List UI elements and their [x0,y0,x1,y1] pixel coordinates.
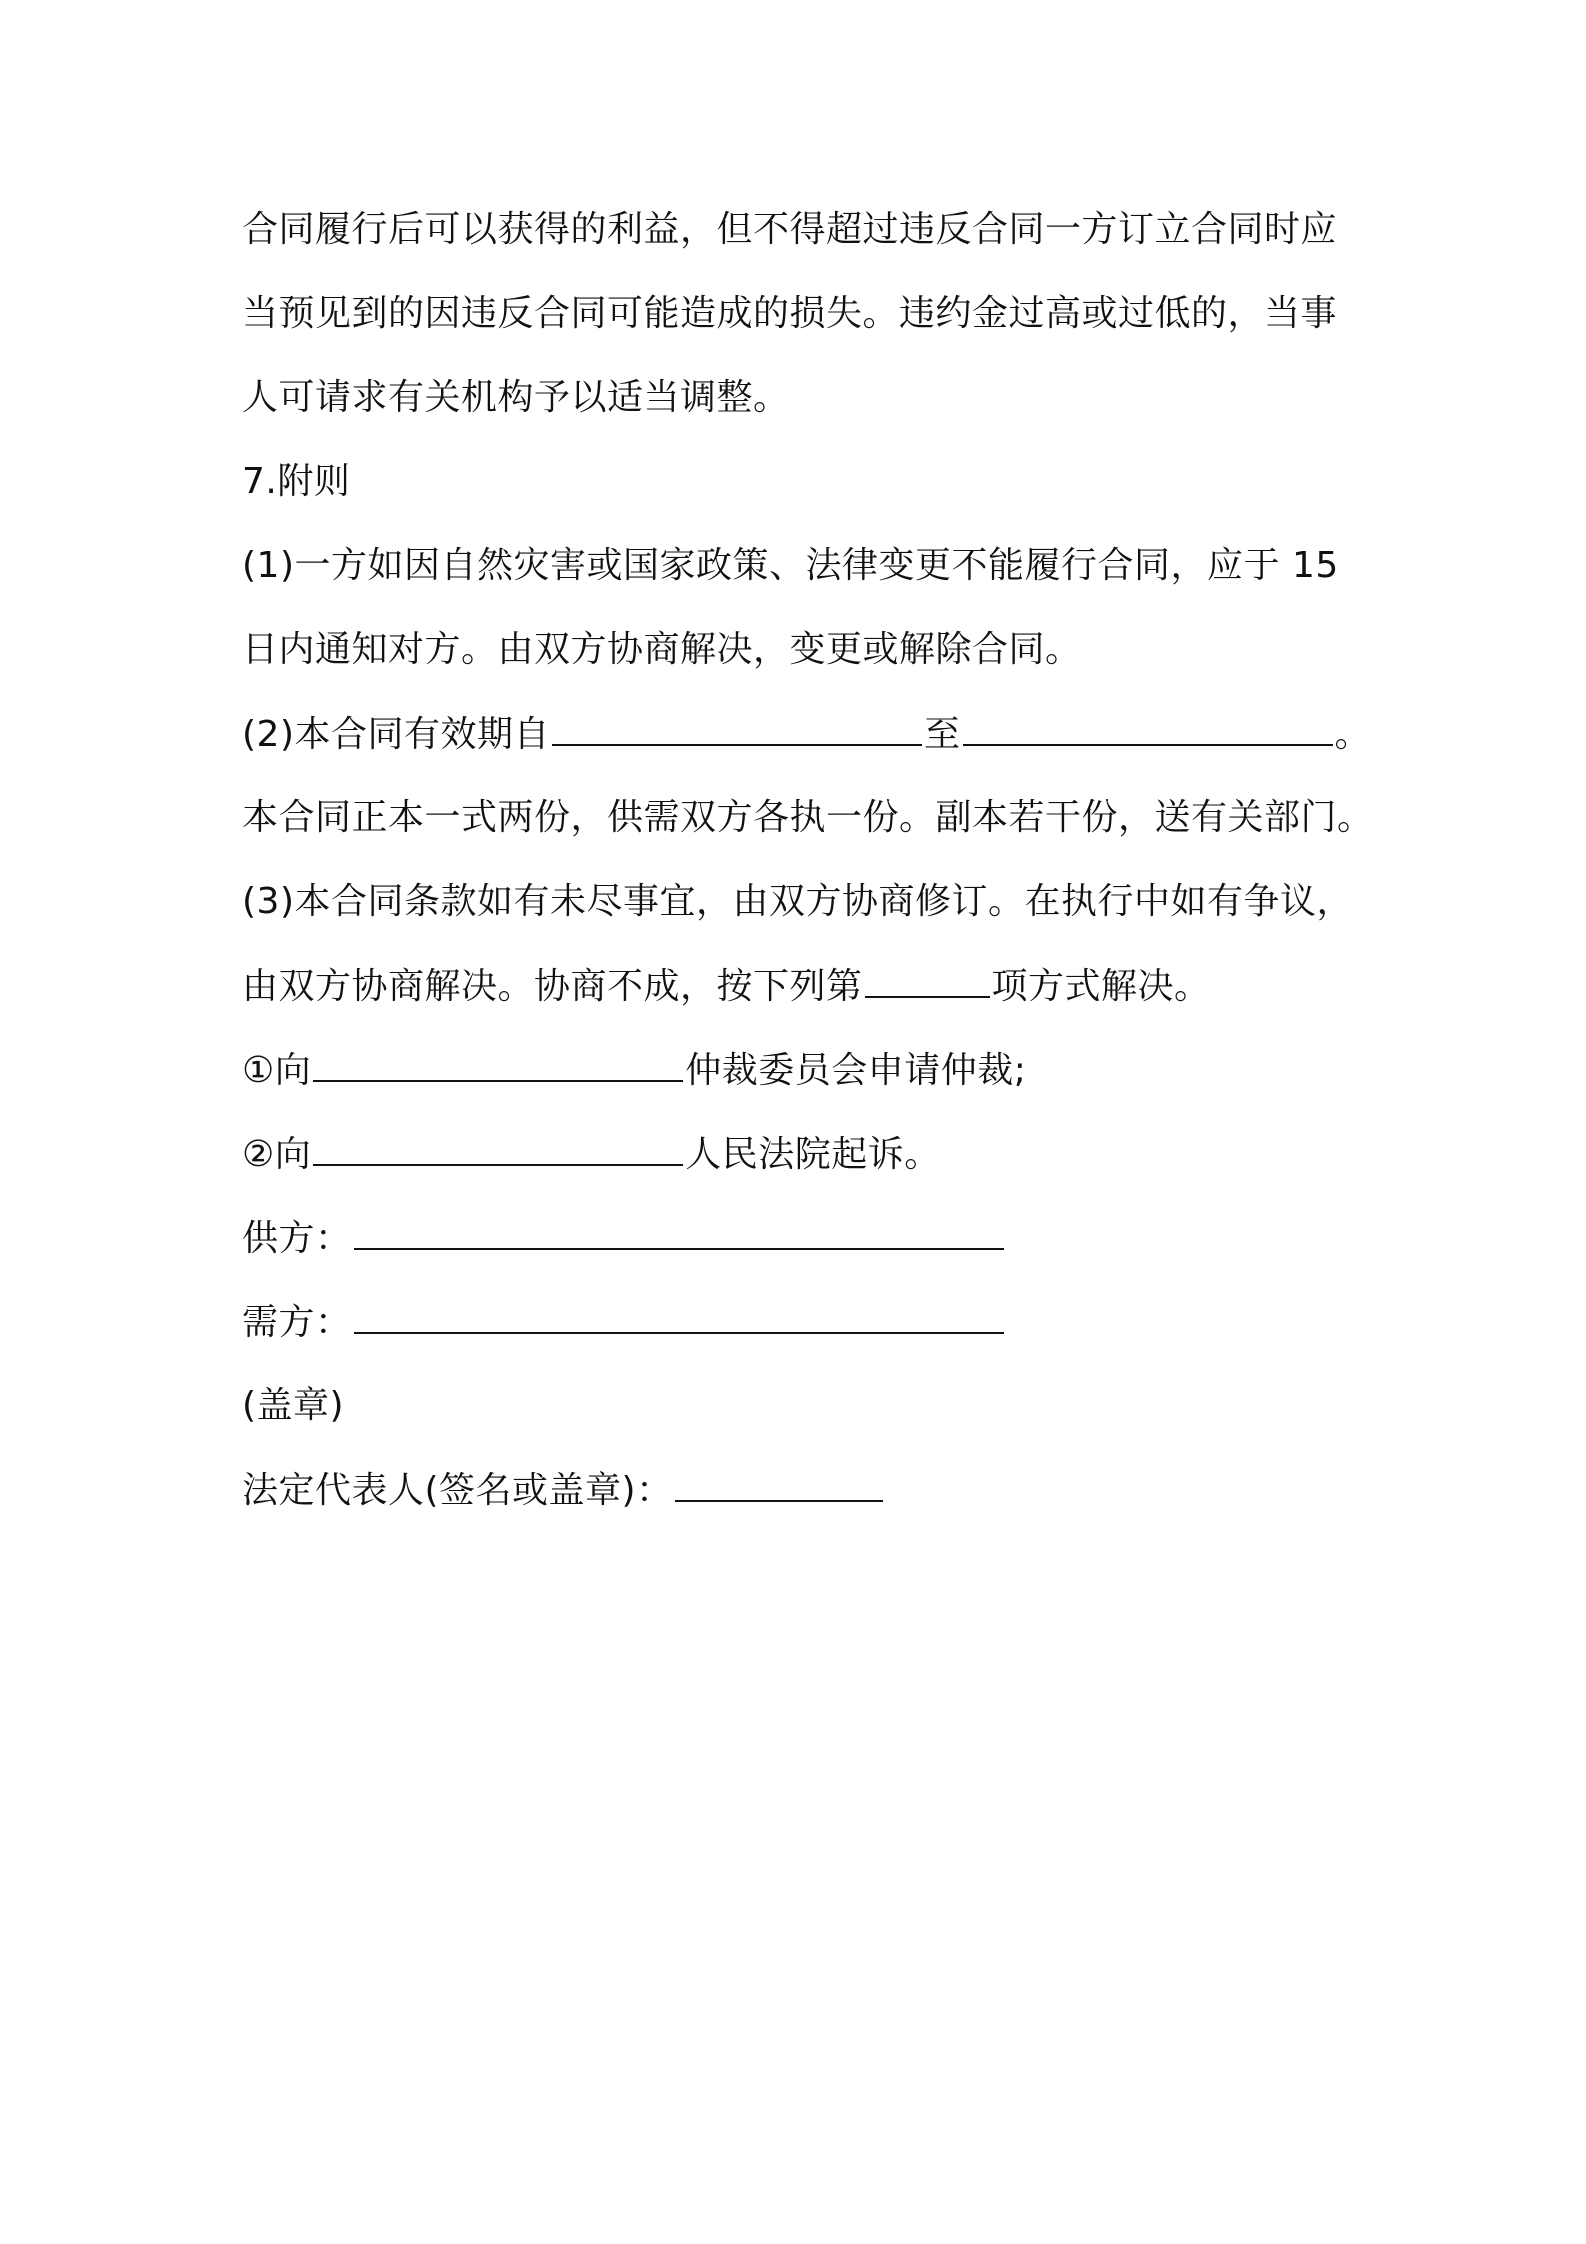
validity-start-blank[interactable] [552,712,922,746]
representative-label: 法定代表人(签名或盖章)： [242,1470,673,1511]
supplier-signature-line [242,1216,1006,1261]
supplier-label: 供方： [242,1218,352,1259]
option-1-prefix: ①向 [242,1050,312,1091]
validity-middle: 至 [924,714,961,755]
clause-1-line-2: 日内通知对方。由双方协商解决，变更或解除合同。 [242,629,1082,670]
option-1-arbitration [242,1048,1026,1093]
arbitration-committee-blank[interactable] [313,1048,683,1082]
option-2-suffix: 人民法院起诉。 [685,1134,941,1175]
clause-3-suffix: 项方式解决。 [991,966,1211,1007]
option-2-court [242,1132,941,1177]
clause-3-line-2 [242,964,1211,1009]
paragraph-line-2: 当预见到的因违反合同可能造成的损失。违约金过高或过低的，当事 [242,293,1338,334]
supplier-signature-blank[interactable] [354,1216,1004,1250]
clause-2-validity [242,712,1371,757]
option-number-blank[interactable] [865,964,990,998]
buyer-signature-blank[interactable] [354,1300,1004,1334]
clause-1-line-1: (1)一方如因自然灾害或国家政策、法律变更不能履行合同，应于 15 [242,545,1339,586]
section-heading-appendix: 7.附则 [242,461,351,502]
buyer-signature-line [242,1300,1006,1345]
court-name-blank[interactable] [313,1132,683,1166]
validity-suffix: 。 [1334,714,1372,755]
validity-end-blank[interactable] [963,712,1333,746]
clause-3-line-1: (3)本合同条款如有未尽事宜，由双方协商修订。在执行中如有争议， [242,881,1353,922]
copies-statement: 本合同正本一式两份，供需双方各执一份。副本若干份，送有关部门。 [242,797,1374,838]
validity-prefix: (2)本合同有效期自 [242,714,550,755]
clause-3-prefix: 由双方协商解决。协商不成，按下列第 [242,966,863,1007]
paragraph-line-1: 合同履行后可以获得的利益，但不得超过违反合同一方订立合同时应 [242,209,1338,250]
seal-label: (盖章) [242,1385,345,1426]
option-2-prefix: ②向 [242,1134,312,1175]
representative-signature-line [242,1468,885,1513]
paragraph-line-3: 人可请求有关机构予以适当调整。 [242,377,790,418]
option-1-suffix: 仲裁委员会申请仲裁; [685,1050,1027,1091]
representative-signature-blank[interactable] [675,1468,883,1502]
buyer-label: 需方： [242,1302,352,1343]
